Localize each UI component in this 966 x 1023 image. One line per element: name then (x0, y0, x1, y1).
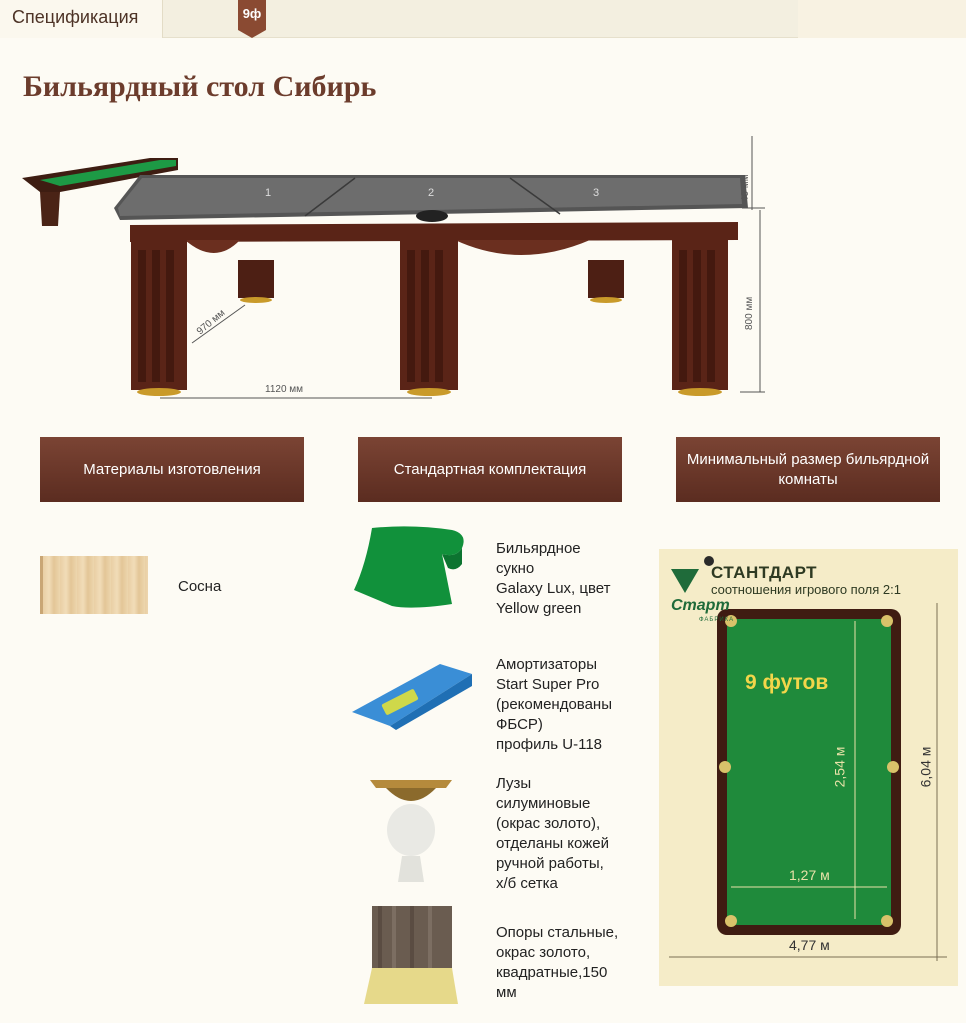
outer-width-label: 4,77 м (789, 937, 830, 953)
feet-label: 9 футов (745, 671, 829, 694)
logo-triangle-icon (671, 569, 699, 593)
header-kit: Стандартная комплектация (358, 437, 622, 502)
badge-label: 9ф (242, 6, 262, 21)
pocket-number-3: 3 (593, 187, 600, 199)
kit-cushion-text: Амортизаторы Start Super Pro (рекомендованы ФБСР) профиль U-118 (496, 656, 612, 753)
kit-leg-text: Опоры стальные, окрас золото, квадратные,150 мм (496, 924, 619, 1001)
table-frieze (130, 222, 738, 242)
size-badge (236, 0, 268, 38)
brand-name: СТАНТДАРТ (711, 563, 818, 582)
header-materials: Материалы изготовления (40, 437, 304, 502)
kit-pocket-text: Лузы силуминовые (окрас золото), отделаны кожей ручной работы, х/б сетка (496, 775, 609, 892)
dim-height: 800 мм (744, 296, 755, 330)
brand-subtitle: соотношения игрового поля 2:1 (711, 582, 901, 597)
table-drawing (0, 130, 800, 410)
top-bar (0, 0, 966, 38)
dim-length: 1120 мм (265, 384, 304, 395)
top-bar-filler (798, 0, 966, 38)
pine-swatch (40, 556, 148, 614)
leg-support-icon (362, 906, 460, 1006)
header-room: Минимальный размер бильярдной комнаты (676, 437, 940, 502)
logo-text: Старт (671, 597, 730, 614)
dim-top: 40 мм (740, 174, 751, 202)
pocket-number-1: 1 (265, 187, 272, 199)
logo-subtext: ФАБРИКА (699, 617, 735, 623)
pocket-number-2: 2 (428, 187, 435, 199)
pocket-icon (366, 774, 456, 886)
cloth-icon (352, 524, 470, 610)
page-title: Бильярдный стол Сибирь (23, 70, 377, 103)
inner-width-label: 1,27 м (789, 867, 830, 883)
inner-length-label: 2,54 м (831, 746, 848, 788)
material-label: Сосна (178, 578, 222, 595)
outer-length-label: 6,04 м (917, 746, 934, 788)
cushion-icon (350, 660, 474, 730)
kit-cloth-text: Бильярдное сукно Galaxy Lux, цвет Yellow green (496, 540, 611, 617)
room-size-card (659, 549, 958, 986)
dim-depth: 970 мм (194, 307, 228, 338)
tab-specification[interactable]: Спецификация (0, 0, 163, 38)
